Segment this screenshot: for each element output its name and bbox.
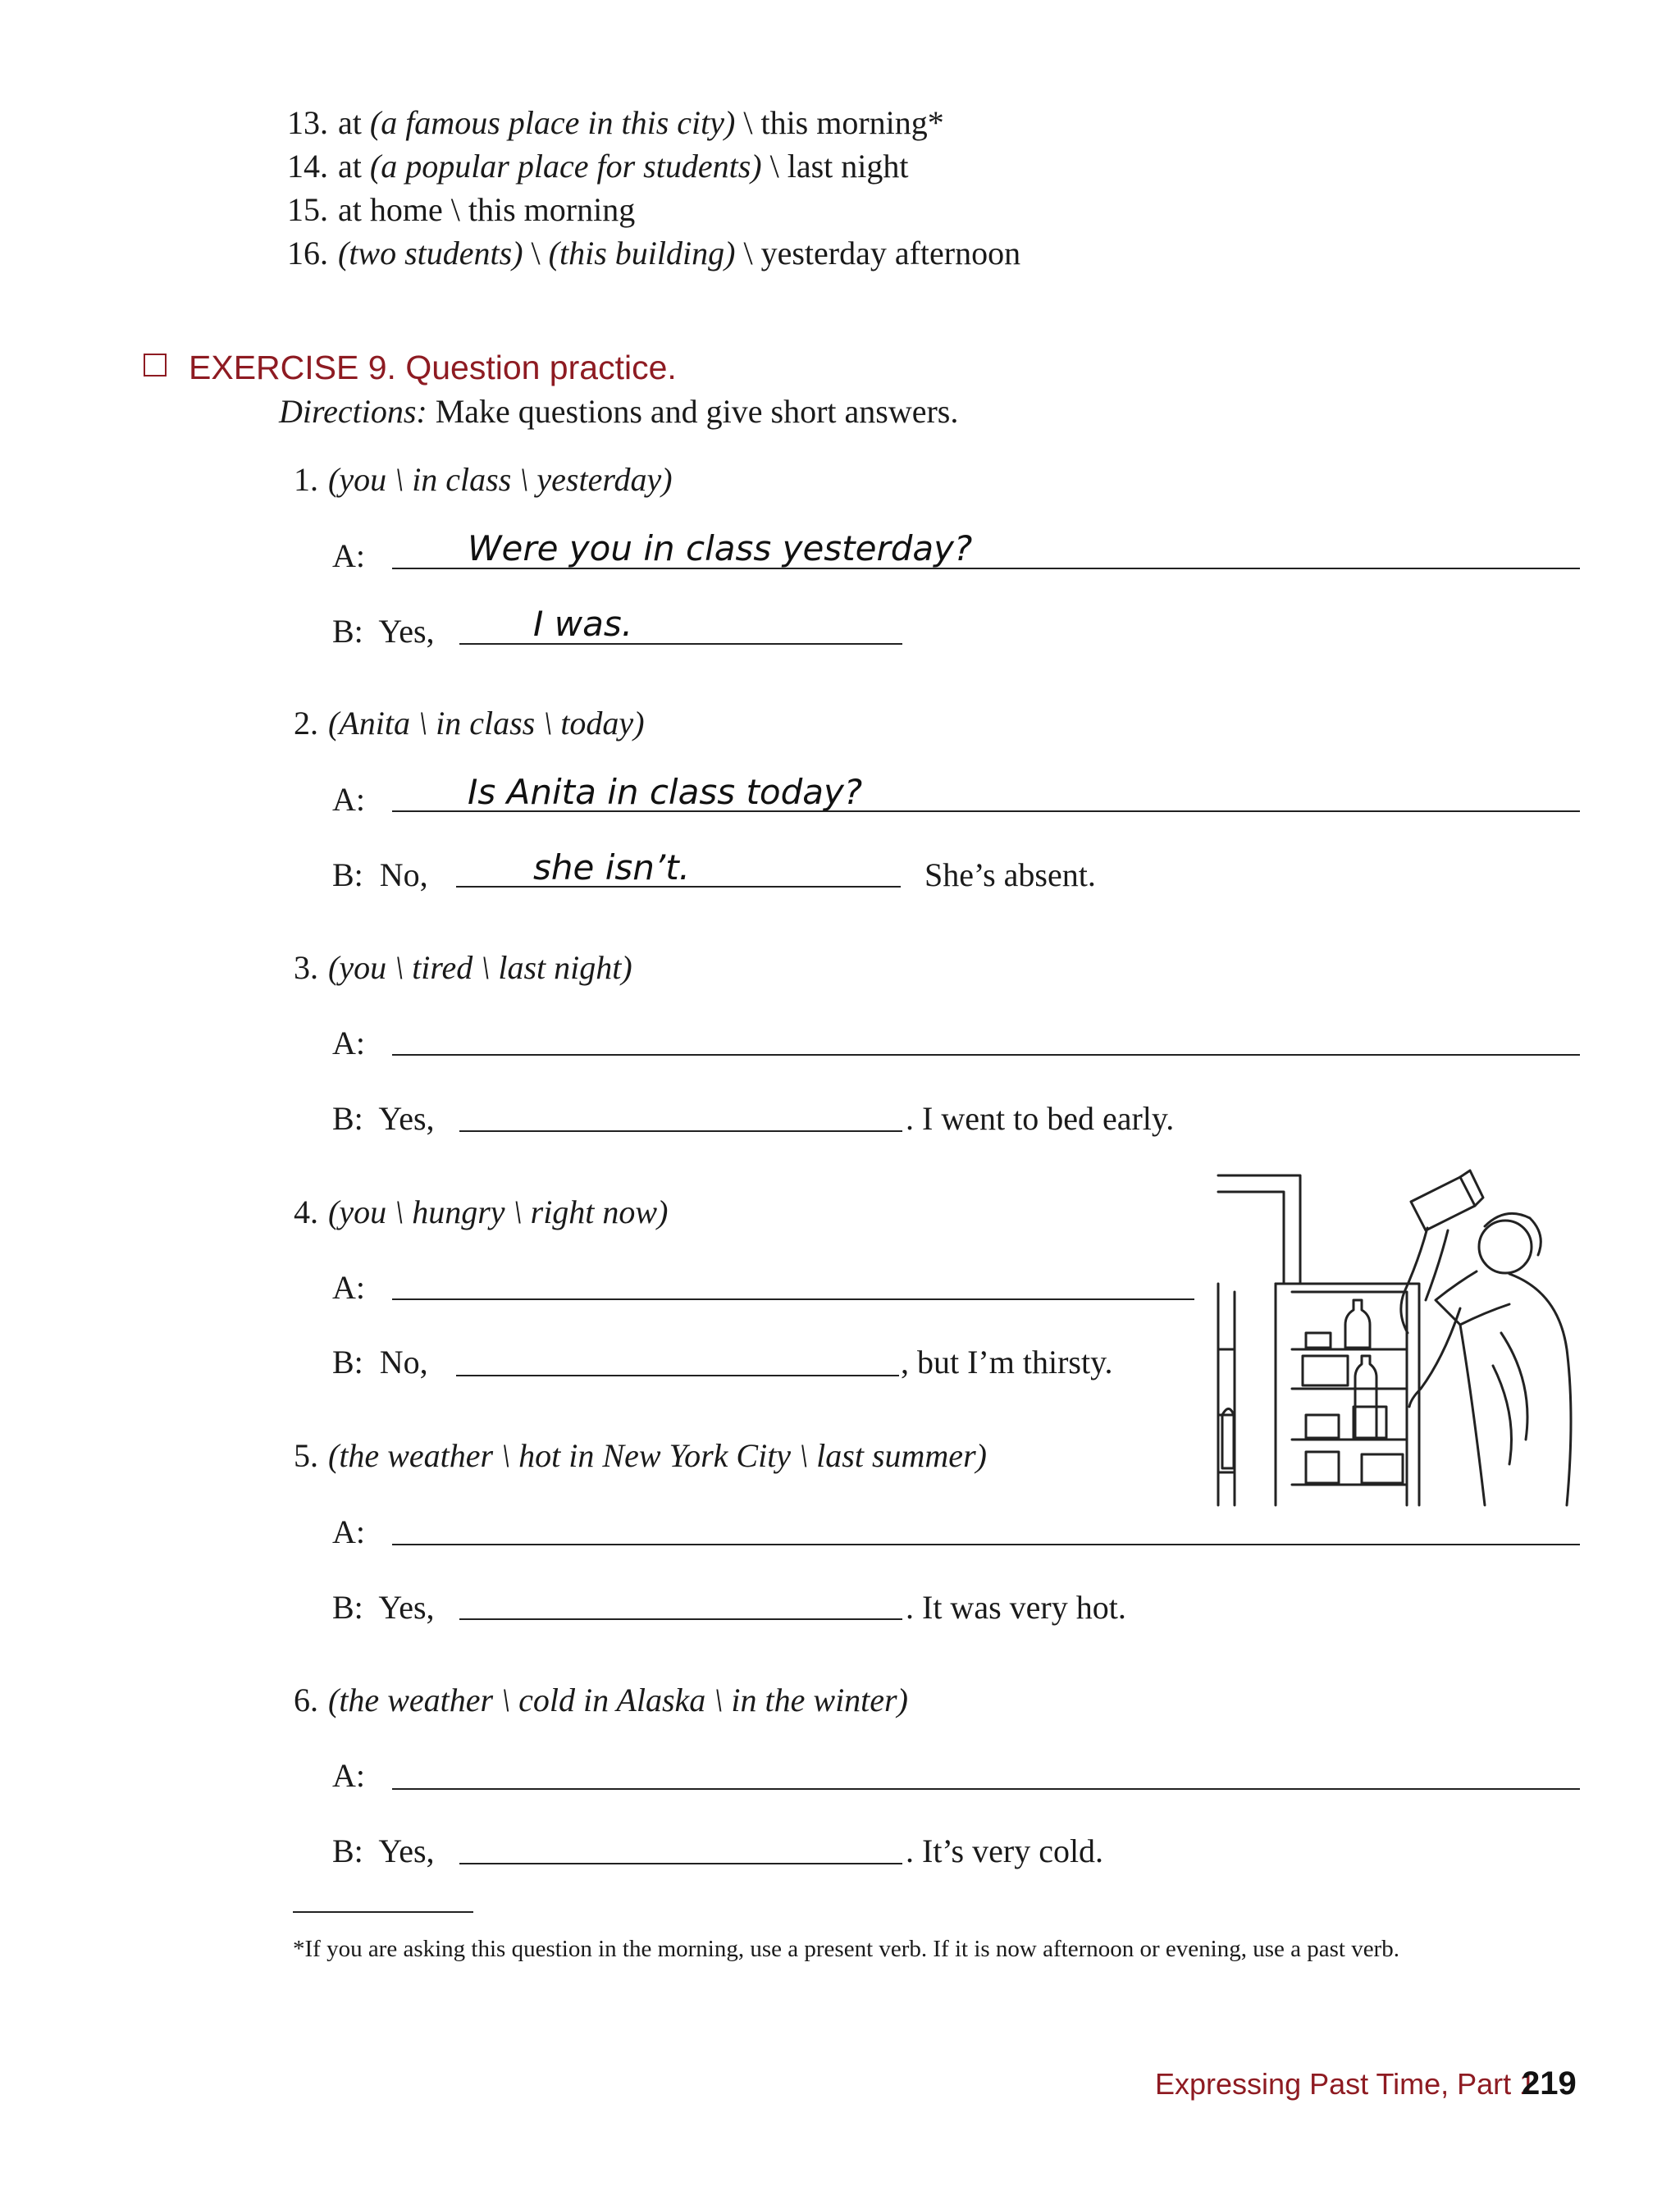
item-text-run: at home \ this morning bbox=[338, 191, 636, 228]
question-2-b bbox=[332, 856, 428, 893]
question-2-a-label: A: bbox=[332, 781, 365, 818]
question-1-a-answer: Were you in class yesterday? bbox=[468, 528, 973, 568]
question-5-b-blank[interactable] bbox=[459, 1618, 902, 1620]
item-number: 16. bbox=[287, 235, 328, 272]
refrigerator-drinking-illustration bbox=[1214, 1169, 1600, 1522]
question-4-a-label: A: bbox=[332, 1269, 365, 1306]
question-4-b bbox=[332, 1346, 428, 1379]
question-number: 1. bbox=[294, 461, 318, 498]
chapter-title: Expressing Past Time, Part 1 bbox=[1155, 2067, 1536, 2101]
question-4-a-blank[interactable] bbox=[392, 1298, 1194, 1300]
question-5-a-blank[interactable] bbox=[392, 1544, 1580, 1545]
question-5-b bbox=[332, 1591, 435, 1624]
b-prefix: Yes, bbox=[378, 1100, 435, 1137]
item-text-run: at bbox=[338, 104, 370, 141]
directions bbox=[279, 395, 958, 428]
question-2-b-suffix: She’s absent. bbox=[924, 856, 1096, 893]
item-text-run: \ yesterday afternoon bbox=[735, 235, 1021, 272]
question-6-b bbox=[332, 1832, 435, 1869]
footnote: *If you are asking this question in the morning, use a present verb. If it is now afternoon or evening, use a past verb. bbox=[293, 1936, 1399, 1962]
directions-text: Make questions and give short answers. bbox=[435, 393, 959, 430]
b-prefix: No, bbox=[379, 1344, 428, 1381]
prev-item-14 bbox=[271, 150, 909, 183]
question-6-a-blank[interactable] bbox=[392, 1788, 1580, 1790]
b-prefix: No, bbox=[379, 856, 428, 893]
question-2-a-answer: Is Anita in class today? bbox=[468, 772, 863, 812]
b-label: B: bbox=[332, 1589, 363, 1626]
question-1-b bbox=[332, 615, 435, 648]
item-number: 13. bbox=[287, 104, 328, 141]
exercise-checkbox[interactable] bbox=[144, 354, 167, 377]
exercise-title: EXERCISE 9. Question practice. bbox=[189, 349, 677, 386]
question-4-b-suffix: , but I’m thirsty. bbox=[901, 1344, 1113, 1381]
question-5-b-suffix: . It was very hot. bbox=[906, 1589, 1126, 1626]
question-cue: (Anita \ in class \ today) bbox=[328, 705, 645, 742]
question-cue: (the weather \ cold in Alaska \ in the winter) bbox=[328, 1682, 908, 1718]
question-number: 5. bbox=[294, 1437, 318, 1474]
item-text-run: \ bbox=[523, 235, 549, 272]
question-5-a-label: A: bbox=[332, 1513, 365, 1550]
question-3-a-blank[interactable] bbox=[392, 1054, 1580, 1056]
item-text-run: \ this morning* bbox=[735, 104, 944, 141]
question-4-prompt bbox=[279, 1193, 669, 1230]
item-text-run: at bbox=[338, 148, 370, 185]
prev-item-16 bbox=[271, 237, 1020, 270]
b-prefix: Yes, bbox=[378, 1589, 435, 1626]
b-label: B: bbox=[332, 1100, 363, 1137]
question-6-prompt bbox=[279, 1684, 908, 1717]
item-text bbox=[338, 104, 944, 141]
b-label: B: bbox=[332, 1344, 363, 1381]
question-3-b-suffix: . I went to bed early. bbox=[906, 1100, 1175, 1137]
prev-item-15 bbox=[271, 191, 636, 228]
question-1-b-answer: I was. bbox=[533, 604, 633, 644]
question-2-prompt bbox=[279, 707, 645, 740]
question-cue: (you \ hungry \ right now) bbox=[328, 1193, 669, 1230]
question-number: 2. bbox=[294, 705, 318, 742]
question-1-b-blank[interactable] bbox=[459, 643, 902, 645]
question-1-a-label: A: bbox=[332, 537, 365, 574]
item-number: 15. bbox=[287, 191, 328, 228]
question-5-prompt bbox=[279, 1437, 987, 1474]
question-cue: (you \ in class \ yesterday) bbox=[328, 461, 673, 498]
question-3-b-blank[interactable] bbox=[459, 1130, 902, 1132]
item-text bbox=[338, 191, 635, 228]
question-number: 3. bbox=[294, 949, 318, 986]
item-text-run: (this building) bbox=[548, 235, 736, 272]
b-label: B: bbox=[332, 856, 363, 893]
b-label: B: bbox=[332, 613, 363, 650]
item-text bbox=[338, 148, 909, 185]
question-2-b-answer: she isn’t. bbox=[533, 847, 691, 888]
question-number: 6. bbox=[294, 1682, 318, 1718]
item-text-run: (a popular place for students) bbox=[369, 148, 762, 185]
question-4-b-blank[interactable] bbox=[456, 1375, 899, 1376]
question-1-prompt bbox=[279, 463, 673, 496]
question-cue: (the weather \ hot in New York City \ last summer) bbox=[328, 1437, 987, 1474]
footnote-rule bbox=[293, 1911, 473, 1913]
question-cue: (you \ tired \ last night) bbox=[328, 949, 632, 986]
question-3-a-label: A: bbox=[332, 1025, 365, 1061]
b-prefix: Yes, bbox=[378, 1832, 435, 1869]
page-number: 219 bbox=[1522, 2065, 1577, 2102]
question-6-a-label: A: bbox=[332, 1757, 365, 1794]
item-text-run: (a famous place in this city) bbox=[369, 104, 736, 141]
item-text-run: \ last night bbox=[761, 148, 909, 185]
directions-label: Directions: bbox=[279, 393, 427, 430]
prev-item-13 bbox=[271, 104, 944, 141]
item-number: 14. bbox=[287, 148, 328, 185]
question-3-prompt bbox=[279, 949, 632, 986]
item-text bbox=[338, 235, 1020, 272]
item-text-run: (two students) bbox=[338, 235, 523, 272]
question-6-b-suffix: . It’s very cold. bbox=[906, 1832, 1104, 1869]
b-prefix: Yes, bbox=[378, 613, 435, 650]
question-3-b bbox=[332, 1102, 435, 1135]
question-6-b-blank[interactable] bbox=[459, 1863, 902, 1864]
b-label: B: bbox=[332, 1832, 363, 1869]
question-number: 4. bbox=[294, 1193, 318, 1230]
